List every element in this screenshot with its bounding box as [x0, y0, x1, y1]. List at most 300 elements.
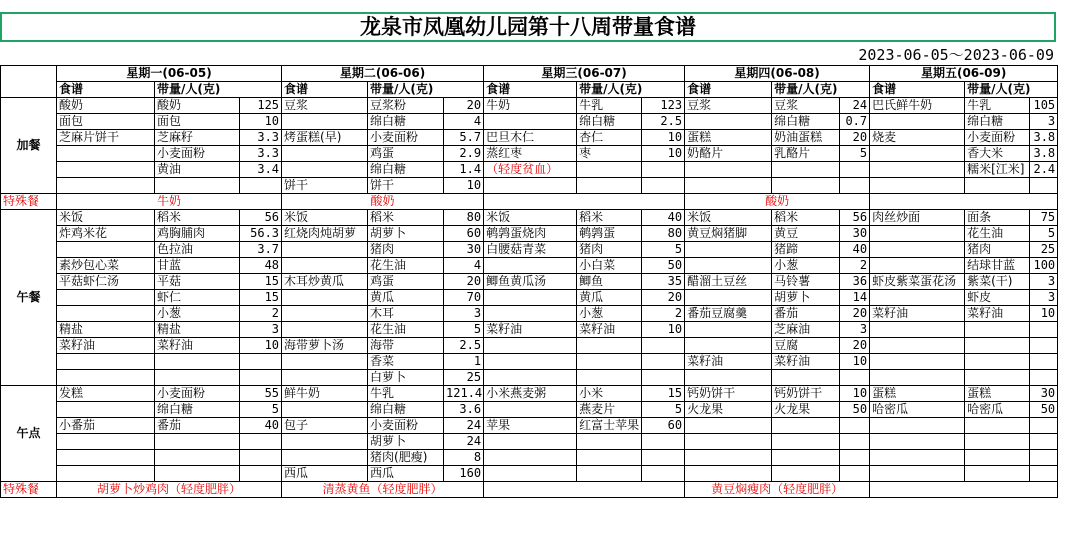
menu-table-body [1, 66, 1058, 498]
dish-cell: 菜籽油 [484, 322, 577, 338]
quantity-cell: 160 [444, 466, 484, 482]
quantity-cell: 123 [642, 98, 685, 114]
ingredient-cell: 西瓜 [368, 466, 444, 482]
ingredient-cell: 紫菜(干) [965, 274, 1030, 290]
ingredient-cell: 花生油 [965, 226, 1030, 242]
quantity-cell: 40 [642, 210, 685, 226]
quantity-cell [240, 466, 282, 482]
quantity-cell: 125 [240, 98, 282, 114]
dish-cell [484, 354, 577, 370]
ingredient-cell: 绵白糖 [772, 114, 840, 130]
special-meal-cell [484, 194, 685, 210]
quantity-cell: 56.3 [240, 226, 282, 242]
quantity-cell [642, 370, 685, 386]
special-meal-row [1, 194, 1058, 210]
dish-cell [685, 370, 772, 386]
dish-cell [685, 338, 772, 354]
dish-cell [484, 290, 577, 306]
quantity-cell: 0.7 [840, 114, 870, 130]
quantity-cell [840, 162, 870, 178]
header-row-days [1, 66, 1058, 82]
quantity-cell: 14 [840, 290, 870, 306]
quantity-cell: 10 [840, 354, 870, 370]
ingredient-cell [772, 466, 840, 482]
quantity-cell: 2.4 [1030, 162, 1058, 178]
dish-cell [484, 450, 577, 466]
dish-cell: 虾皮紫菜蛋花汤 [870, 274, 965, 290]
quantity-cell: 5.7 [444, 130, 484, 146]
quantity-cell: 30 [840, 226, 870, 242]
ingredient-cell: 猪肉 [577, 242, 642, 258]
quantity-cell [1030, 434, 1058, 450]
dish-cell [282, 258, 368, 274]
table-row [1, 338, 1058, 354]
ingredient-cell: 小米 [577, 386, 642, 402]
qty-column-header: 带量/人(克) [368, 82, 484, 98]
ingredient-cell: 火龙果 [772, 402, 840, 418]
quantity-cell: 56 [240, 210, 282, 226]
quantity-cell [1030, 370, 1058, 386]
ingredient-cell: 木耳 [368, 306, 444, 322]
quantity-cell [240, 434, 282, 450]
quantity-cell: 3 [240, 322, 282, 338]
dish-cell: 素炒包心菜 [57, 258, 155, 274]
quantity-cell: 25 [1030, 242, 1058, 258]
table-row [1, 370, 1058, 386]
dish-cell [484, 178, 577, 194]
quantity-cell: 2 [840, 258, 870, 274]
quantity-cell: 10 [240, 114, 282, 130]
ingredient-cell: 稻米 [368, 210, 444, 226]
dish-cell [282, 370, 368, 386]
ingredient-cell: 白萝卜 [368, 370, 444, 386]
special-meal-label: 特殊餐 [1, 194, 57, 210]
ingredient-cell [772, 434, 840, 450]
table-row [1, 354, 1058, 370]
table-row [1, 130, 1058, 146]
ingredient-cell [965, 370, 1030, 386]
dish-cell: 蛋糕 [870, 386, 965, 402]
ingredient-cell: 稻米 [577, 210, 642, 226]
quantity-cell: 4 [444, 258, 484, 274]
ingredient-cell: 小麦面粉 [155, 386, 240, 402]
quantity-cell [1030, 466, 1058, 482]
dish-cell: 小米燕麦粥 [484, 386, 577, 402]
ingredient-cell: 面包 [155, 114, 240, 130]
ingredient-cell: 黄油 [155, 162, 240, 178]
ingredient-cell: 绵白糖 [577, 114, 642, 130]
dish-cell [484, 466, 577, 482]
quantity-cell: 2.5 [642, 114, 685, 130]
ingredient-cell: 鹌鹑蛋 [577, 226, 642, 242]
corner-cell [1, 66, 57, 82]
quantity-cell [240, 370, 282, 386]
dish-cell [685, 290, 772, 306]
table-row [1, 274, 1058, 290]
dish-cell [685, 450, 772, 466]
quantity-cell: 20 [840, 130, 870, 146]
dish-cell [870, 178, 965, 194]
dish-cell: 米饭 [57, 210, 155, 226]
ingredient-cell: 豆浆 [772, 98, 840, 114]
dish-cell [870, 258, 965, 274]
ingredient-cell [965, 322, 1030, 338]
quantity-cell: 24 [444, 434, 484, 450]
ingredient-cell [155, 450, 240, 466]
quantity-cell [240, 450, 282, 466]
ingredient-cell: 胡萝卜 [368, 226, 444, 242]
ingredient-cell: 菜籽油 [965, 306, 1030, 322]
dish-cell: 芝麻片饼干 [57, 130, 155, 146]
dish-cell: 鲜牛奶 [282, 386, 368, 402]
ingredient-cell: 蛋糕 [965, 386, 1030, 402]
dish-cell: 米饭 [282, 210, 368, 226]
ingredient-cell [155, 434, 240, 450]
special-meal-cell: 牛奶 [57, 194, 282, 210]
quantity-cell: 35 [642, 274, 685, 290]
ingredient-cell: 小麦面粉 [155, 146, 240, 162]
ingredient-cell: 黄豆 [772, 226, 840, 242]
dish-cell [484, 434, 577, 450]
dish-cell [484, 306, 577, 322]
dish-cell: 平菇虾仁汤 [57, 274, 155, 290]
dish-cell [870, 418, 965, 434]
page-title: 龙泉市凤凰幼儿园第十八周带量食谱 [360, 14, 696, 39]
quantity-cell [240, 178, 282, 194]
quantity-cell [240, 354, 282, 370]
quantity-cell [642, 338, 685, 354]
dish-cell [484, 370, 577, 386]
quantity-cell: 50 [1030, 402, 1058, 418]
quantity-cell: 1 [444, 354, 484, 370]
ingredient-cell: 鸡胸脯肉 [155, 226, 240, 242]
quantity-cell: 15 [240, 290, 282, 306]
dish-cell [685, 418, 772, 434]
special-meal-cell: 清蒸黄鱼（轻度肥胖） [282, 482, 484, 498]
ingredient-cell [577, 466, 642, 482]
table-row [1, 226, 1058, 242]
ingredient-cell: 牛乳 [965, 98, 1030, 114]
quantity-cell [840, 466, 870, 482]
dish-cell [57, 402, 155, 418]
dish-cell [870, 370, 965, 386]
special-meal-cell [870, 194, 1058, 210]
dish-cell: 红烧肉炖胡萝 [282, 226, 368, 242]
ingredient-cell: 小麦面粉 [368, 418, 444, 434]
special-meal-cell: 黄豆焖瘦肉（轻度肥胖） [685, 482, 870, 498]
quantity-cell: 48 [240, 258, 282, 274]
dish-cell [282, 450, 368, 466]
menu-column-header: 食谱 [282, 82, 368, 98]
dish-cell [282, 162, 368, 178]
note-cell: （轻度贫血） [484, 162, 577, 178]
special-meal-cell [484, 482, 685, 498]
ingredient-cell: 绵白糖 [368, 114, 444, 130]
quantity-cell: 80 [642, 226, 685, 242]
quantity-cell: 3.3 [240, 130, 282, 146]
dish-cell: 豆浆 [685, 98, 772, 114]
dish-cell: 小番茄 [57, 418, 155, 434]
ingredient-cell: 奶油蛋糕 [772, 130, 840, 146]
dish-cell [57, 450, 155, 466]
quantity-cell [642, 178, 685, 194]
menu-table [0, 65, 1058, 498]
quantity-cell: 2 [642, 306, 685, 322]
table-row [1, 258, 1058, 274]
dish-cell [870, 466, 965, 482]
dish-cell: 蒸红枣 [484, 146, 577, 162]
ingredient-cell: 鲫鱼 [577, 274, 642, 290]
quantity-cell: 5 [642, 402, 685, 418]
dish-cell [282, 114, 368, 130]
quantity-cell: 40 [240, 418, 282, 434]
quantity-cell: 5 [840, 146, 870, 162]
dish-cell: 苹果 [484, 418, 577, 434]
quantity-cell: 10 [642, 322, 685, 338]
quantity-cell: 50 [642, 258, 685, 274]
header-row-columns [1, 82, 1058, 98]
dish-cell [685, 178, 772, 194]
quantity-cell: 3 [1030, 114, 1058, 130]
quantity-cell: 70 [444, 290, 484, 306]
dish-cell [685, 242, 772, 258]
dish-cell [870, 242, 965, 258]
dish-cell: 米饭 [484, 210, 577, 226]
ingredient-cell: 小葱 [772, 258, 840, 274]
dish-cell [870, 434, 965, 450]
quantity-cell: 10 [444, 178, 484, 194]
quantity-cell [1030, 178, 1058, 194]
ingredient-cell: 香菜 [368, 354, 444, 370]
ingredient-cell: 菜籽油 [772, 354, 840, 370]
ingredient-cell: 猪肉 [368, 242, 444, 258]
quantity-cell: 40 [840, 242, 870, 258]
dish-cell: 木耳炒黄瓜 [282, 274, 368, 290]
table-row [1, 114, 1058, 130]
ingredient-cell: 杏仁 [577, 130, 642, 146]
ingredient-cell: 色拉油 [155, 242, 240, 258]
dish-cell [484, 258, 577, 274]
quantity-cell: 60 [444, 226, 484, 242]
dish-cell: 包子 [282, 418, 368, 434]
dish-cell [870, 114, 965, 130]
table-row [1, 162, 1058, 178]
ingredient-cell [772, 178, 840, 194]
ingredient-cell [965, 450, 1030, 466]
table-row [1, 466, 1058, 482]
ingredient-cell: 稻米 [155, 210, 240, 226]
special-meal-label: 特殊餐 [1, 482, 57, 498]
quantity-cell [840, 370, 870, 386]
table-row [1, 146, 1058, 162]
dish-cell: 白腰菇青菜 [484, 242, 577, 258]
menu-column-header: 食谱 [870, 82, 965, 98]
quantity-cell: 10 [1030, 306, 1058, 322]
special-meal-cell: 酸奶 [685, 194, 870, 210]
special-meal-cell: 胡萝卜炒鸡肉（轻度肥胖） [57, 482, 282, 498]
quantity-cell [840, 418, 870, 434]
quantity-cell: 15 [642, 386, 685, 402]
dish-cell [282, 354, 368, 370]
ingredient-cell: 稻米 [772, 210, 840, 226]
dish-cell: 牛奶 [484, 98, 577, 114]
dish-cell [282, 290, 368, 306]
special-meal-cell: 酸奶 [282, 194, 484, 210]
ingredient-cell: 乳酪片 [772, 146, 840, 162]
ingredient-cell [155, 178, 240, 194]
dish-cell [870, 354, 965, 370]
dish-cell: 饼干 [282, 178, 368, 194]
quantity-cell: 2.5 [444, 338, 484, 354]
dish-cell [57, 306, 155, 322]
table-row [1, 386, 1058, 402]
quantity-cell: 8 [444, 450, 484, 466]
ingredient-cell: 黄瓜 [368, 290, 444, 306]
dish-cell [484, 114, 577, 130]
table-row [1, 98, 1058, 114]
quantity-cell [1030, 338, 1058, 354]
ingredient-cell: 钙奶饼干 [772, 386, 840, 402]
dish-cell: 钙奶饼干 [685, 386, 772, 402]
ingredient-cell: 香大米 [965, 146, 1030, 162]
qty-column-header: 带量/人(克) [155, 82, 282, 98]
dish-cell [870, 162, 965, 178]
dish-cell: 烤蛋糕(早) [282, 130, 368, 146]
quantity-cell [840, 178, 870, 194]
dish-cell [685, 466, 772, 482]
quantity-cell: 2 [240, 306, 282, 322]
dish-cell [57, 178, 155, 194]
dish-cell [870, 338, 965, 354]
ingredient-cell: 番茄 [772, 306, 840, 322]
quantity-cell: 100 [1030, 258, 1058, 274]
quantity-cell [642, 466, 685, 482]
ingredient-cell [577, 162, 642, 178]
ingredient-cell: 鸡蛋 [368, 146, 444, 162]
ingredient-cell: 绵白糖 [155, 402, 240, 418]
ingredient-cell: 鸡蛋 [368, 274, 444, 290]
dish-cell [57, 434, 155, 450]
dish-cell [685, 258, 772, 274]
corner-cell [1, 82, 57, 98]
dish-cell: 菜籽油 [870, 306, 965, 322]
menu-column-header: 食谱 [57, 82, 155, 98]
ingredient-cell: 豆浆粉 [368, 98, 444, 114]
quantity-cell: 3 [1030, 290, 1058, 306]
ingredient-cell: 胡萝卜 [772, 290, 840, 306]
ingredient-cell [577, 338, 642, 354]
dish-cell [57, 354, 155, 370]
ingredient-cell: 饼干 [368, 178, 444, 194]
quantity-cell [1030, 418, 1058, 434]
ingredient-cell: 酸奶 [155, 98, 240, 114]
quantity-cell: 5 [444, 322, 484, 338]
ingredient-cell: 马铃薯 [772, 274, 840, 290]
quantity-cell: 5 [642, 242, 685, 258]
ingredient-cell: 猪蹄 [772, 242, 840, 258]
dish-cell [484, 338, 577, 354]
ingredient-cell [772, 370, 840, 386]
quantity-cell: 15 [240, 274, 282, 290]
quantity-cell: 10 [240, 338, 282, 354]
table-row [1, 210, 1058, 226]
quantity-cell: 3.3 [240, 146, 282, 162]
day-header: 星期二(06-06) [282, 66, 484, 82]
dish-cell [870, 322, 965, 338]
quantity-cell: 4 [444, 114, 484, 130]
ingredient-cell: 花生油 [368, 258, 444, 274]
dish-cell: 豆浆 [282, 98, 368, 114]
ingredient-cell: 糯米[江米] [965, 162, 1030, 178]
dish-cell [57, 290, 155, 306]
quantity-cell: 30 [444, 242, 484, 258]
dish-cell: 发糕 [57, 386, 155, 402]
quantity-cell: 10 [642, 146, 685, 162]
ingredient-cell: 小麦面粉 [965, 130, 1030, 146]
quantity-cell: 24 [840, 98, 870, 114]
quantity-cell: 36 [840, 274, 870, 290]
special-meal-row [1, 482, 1058, 498]
quantity-cell: 10 [840, 386, 870, 402]
ingredient-cell [965, 338, 1030, 354]
quantity-cell [840, 450, 870, 466]
dish-cell [685, 114, 772, 130]
quantity-cell [1030, 450, 1058, 466]
quantity-cell: 3 [1030, 274, 1058, 290]
quantity-cell: 20 [642, 290, 685, 306]
quantity-cell: 3.6 [444, 402, 484, 418]
dish-cell: 米饭 [685, 210, 772, 226]
quantity-cell: 3.8 [1030, 146, 1058, 162]
quantity-cell: 20 [840, 306, 870, 322]
dish-cell: 蛋糕 [685, 130, 772, 146]
meal-label-wucan: 午餐 [1, 210, 57, 386]
dish-cell: 火龙果 [685, 402, 772, 418]
ingredient-cell [772, 450, 840, 466]
ingredient-cell: 黄瓜 [577, 290, 642, 306]
ingredient-cell: 结球甘蓝 [965, 258, 1030, 274]
dish-cell [282, 402, 368, 418]
dish-cell [870, 450, 965, 466]
dish-cell [685, 322, 772, 338]
ingredient-cell [577, 178, 642, 194]
ingredient-cell: 红富士苹果 [577, 418, 642, 434]
quantity-cell: 3.8 [1030, 130, 1058, 146]
ingredient-cell: 小白菜 [577, 258, 642, 274]
quantity-cell: 60 [642, 418, 685, 434]
quantity-cell [1030, 354, 1058, 370]
dish-cell [282, 242, 368, 258]
dish-cell: 海带萝卜汤 [282, 338, 368, 354]
ingredient-cell: 芝麻油 [772, 322, 840, 338]
quantity-cell: 2.9 [444, 146, 484, 162]
dish-cell [57, 162, 155, 178]
day-header: 星期一(06-05) [57, 66, 282, 82]
dish-cell: 烧麦 [870, 130, 965, 146]
dish-cell: 奶酪片 [685, 146, 772, 162]
quantity-cell [840, 434, 870, 450]
special-meal-cell [870, 482, 1058, 498]
dish-cell: 黄豆焖猪脚 [685, 226, 772, 242]
quantity-cell: 80 [444, 210, 484, 226]
quantity-cell: 3.4 [240, 162, 282, 178]
table-row [1, 178, 1058, 194]
day-header: 星期四(06-08) [685, 66, 870, 82]
dish-cell: 炸鸡米花 [57, 226, 155, 242]
ingredient-cell [155, 370, 240, 386]
ingredient-cell [577, 450, 642, 466]
dish-cell: 精盐 [57, 322, 155, 338]
